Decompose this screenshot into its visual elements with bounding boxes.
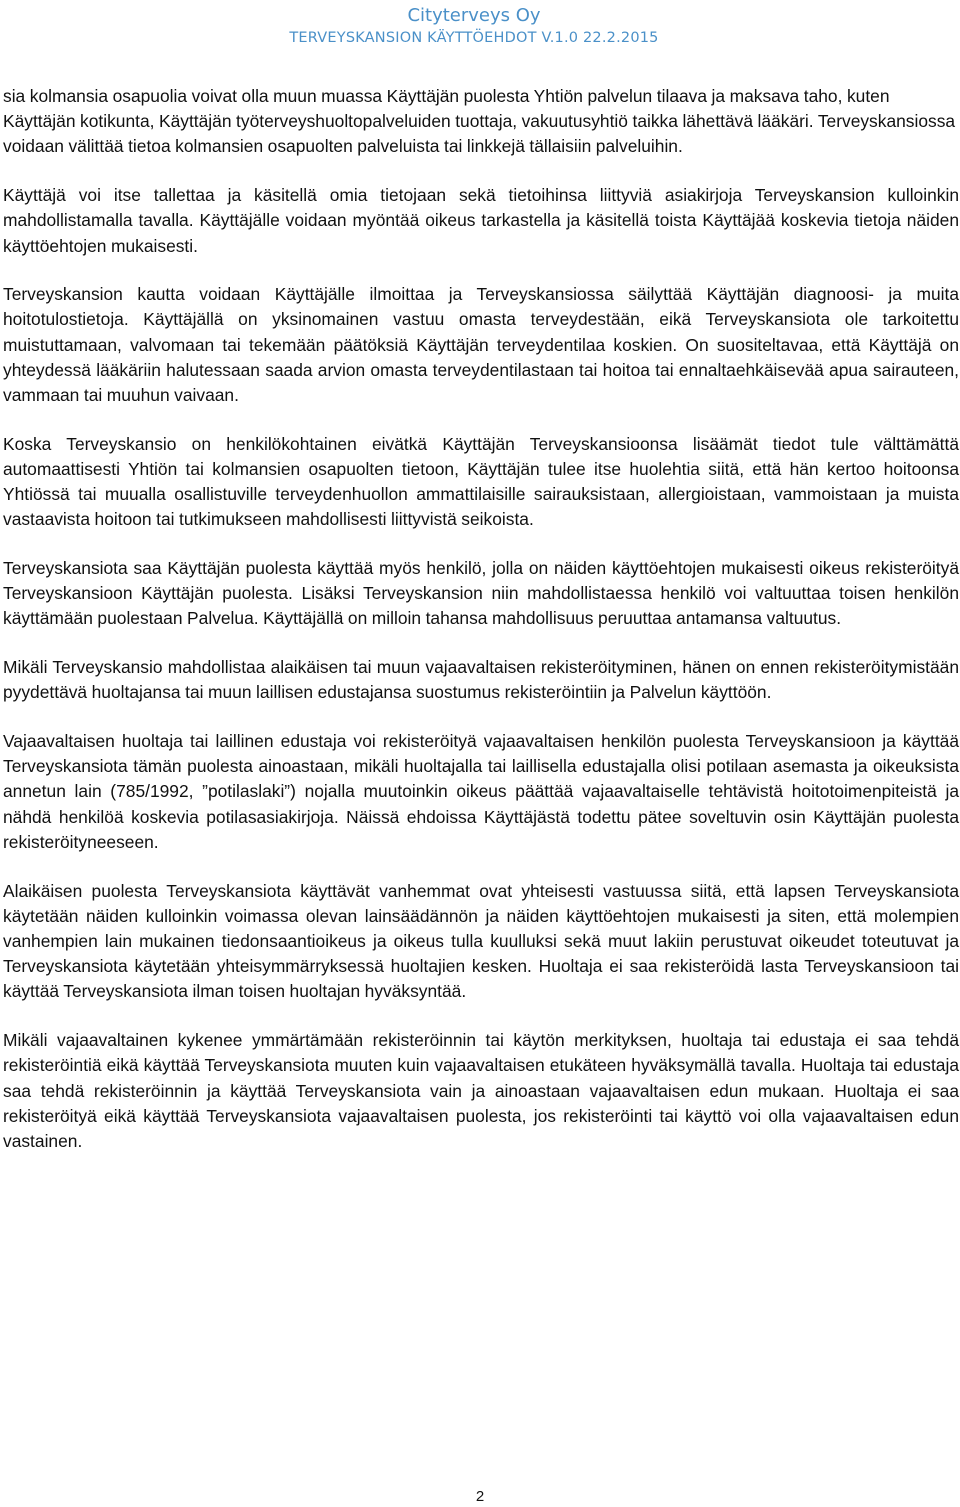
paragraph-1: sia kolmansia osapuolia voivat olla muun muassa Käyttäjän puolesta Yhtiön palvelun tilaava ja maksava taho, kuten Käyttäjän kotikunta, Käyttäjän työterveyshuoltopalveluiden tuottaja, vakuutusyhtiö taikka lähettävä lääkäri. Terveyskansiossa voidaan välittää tietoa kolmansien osapuolten palveluista tai linkkejä tällaisiin palveluihin. [3,86,956,157]
paragraph-8: Alaikäisen puolesta Terveyskansiota käyttävät vanhemmat ovat yhteisesti vastuussa siitä, että lapsen Terveyskansiota käytetään näiden kulloinkin voimassa olevan lainsäädännön ja näiden käyttöehtojen mukaisesti ja siten, että molempien vanhempien lain mukainen tiedonsaantioikeus ja oikeus tulla kuulluksi sekä muut lakiin perustuvat oikeudet toteutuvat ja Terveyskansiota käytetään yhteisymmärryksessä huoltajien kesken. Huoltaja ei saa rekisteröidä lasta Terveyskansioon tai käyttää Terveyskansiota ilman toisen huoltajan hyväksyntää. [3,880,959,1002]
paragraph-9: Mikäli vajaavaltainen kykenee ymmärtämään rekisteröinnin tai käytön merkityksen, huoltaja tai edustaja ei saa tehdä rekisteröintiä eikä käyttää Terveyskansiota muuten kuin vajaavaltaisen etukäteen hyväksymällä tavalla. Huoltaja tai edustaja saa tehdä rekisteröinnin ja käyttää Terveyskansiota vain ja ainoastaan vajaavaltaisen edun mukaan. Huoltaja ei saa rekisteröityä eikä käyttää Terveyskansiota vajaavaltaisen puolesta, jos rekisteröinti tai käyttö voi olla vajaavaltaisen edun vastainen. [3,1030,959,1151]
page-header [234,4,714,48]
page-number: 2 [475,1488,485,1505]
paragraph-7: Vajaavaltaisen huoltaja tai laillinen edustaja voi rekisteröityä vajaavaltaisen henkilön puolesta Terveyskansioon ja käyttää Terveyskansiota tämän puolesta ainoastaan, mikäli huoltajalla tai laillisella edustajalla olisi potilaan asemasta ja oikeuksista annetun lain (785/1992, ”potilaslaki”) nojalla muutoinkin oikeus päättää vajaavaltaiselle tehtävistä hoitotoimenpiteistä ja nähdä henkilöä koskevia potilasasiakirjoja. Näissä ehdoissa Käyttäjästä todettu pätee soveltuvin osin Käyttäjän puolesta rekisteröityneeseen. [3,731,959,852]
paragraph-3: Terveyskansion kautta voidaan Käyttäjälle ilmoittaa ja Terveyskansiossa säilyttää Käyttäjän diagnoosi- ja muita hoitotulostietoja. Käyttäjällä on yksinomainen vastuu omasta terveydestään, eikä Terveyskansiota ole tarkoitettu muistuttamaan, valvomaan tai tekemään päätöksiä Käyttäjän terveydentilaa koskien. On suositeltavaa, että Käyttäjä on yhteydessä lääkäriin halutessaan saada arvion omasta terveydentilastaan tai hoitoa tai ennaltaehkäisevää apua sairauteen, vammaan tai muuhun vaivaan. [3,284,959,406]
paragraph-6: Mikäli Terveyskansio mahdollistaa alaikäisen tai muun vajaavaltaisen rekisteröityminen, hänen on ennen rekisteröitymistään pyydettävä huoltajansa tai muun laillisen edustajansa suostumus rekisteröintiin ja Palvelun käyttöön. [3,657,959,703]
company-name: Cityterveys Oy [407,5,541,26]
paragraph-4: Koska Terveyskansio on henkilökohtainen eivätkä Käyttäjän Terveyskansioonsa lisäämät tiedot tule välttämättä automaattisesti Yhtiön tai kolmansien osapuolten tietoon, Käyttäjän tulee itse huolehtia siitä, että hän kertoo hoitoonsa Yhtiössä tai muualla osallistuville terveydenhuollon ammattilaisille sairauksistaan, allergioistaan, vammoistaan ja muista vastaavista hoitoon tai tutkimukseen mahdollisesti liittyvistä seikoista. [3,433,959,530]
document-body [3,84,959,1178]
paragraph-2: Käyttäjä voi itse tallettaa ja käsitellä omia tietojaan sekä tietoihinsa liittyviä asiakirjoja Terveyskansion kulloinkin mahdollistamalla tavalla. Käyttäjälle voidaan myöntää oikeus tarkastella ja käsitellä toista Käyttäjää koskevia tietoja näiden käyttöehtojen mukaisesti. [3,185,959,256]
paragraph-5: Terveyskansiota saa Käyttäjän puolesta käyttää myös henkilö, jolla on näiden käyttöehtojen mukaisesti oikeus rekisteröityä Terveyskansioon Käyttäjän puolesta. Lisäksi Terveyskansion niin mahdollistaessa henkilö voi valtuuttaa toisen henkilön käyttämään puolestaan Palvelua. Käyttäjällä on milloin tahansa mahdollisuus peruuttaa antamansa valtuutus. [3,558,959,629]
document-title: TERVEYSKANSION KÄYTTÖEHDOT V.1.0 22.2.2015 [289,30,659,46]
